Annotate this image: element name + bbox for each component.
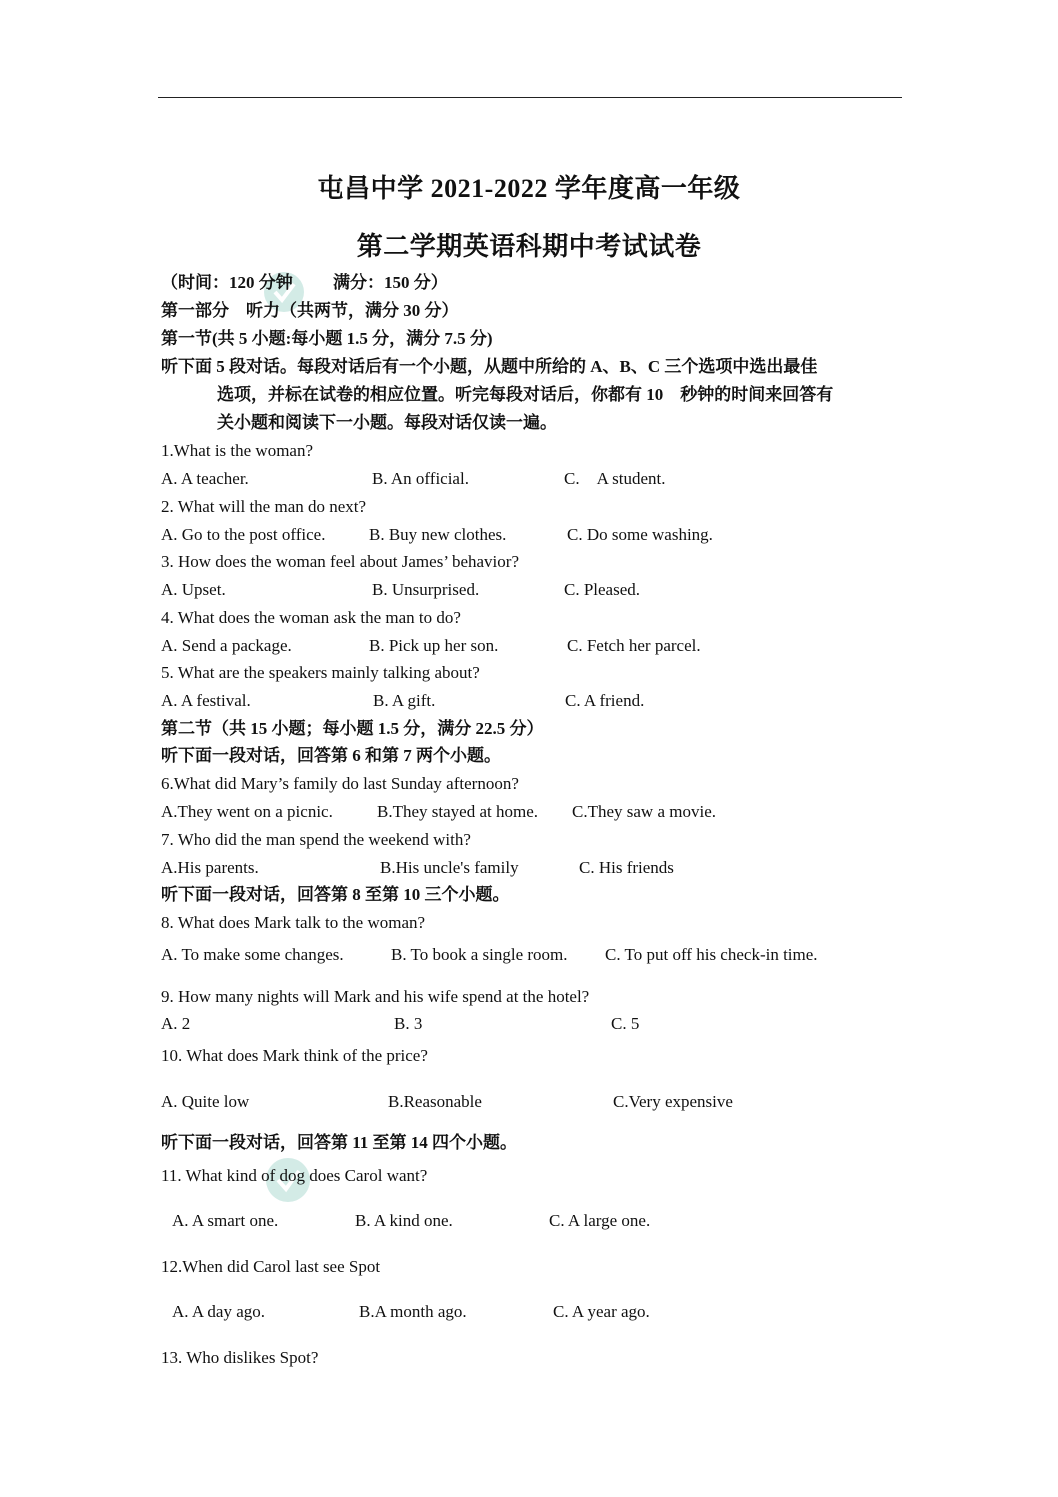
q5-option-a: A. A festival. — [161, 691, 251, 710]
q5-option-b: B. A gift. — [373, 691, 436, 710]
q11-option-a: A. A smart one. — [172, 1211, 279, 1230]
q9-option-c: C. 5 — [611, 1014, 640, 1033]
q3-option-c: C. Pleased. — [564, 580, 641, 599]
question-1: 1.What is the woman? — [161, 441, 314, 460]
q10-option-b: B.Reasonable — [388, 1092, 482, 1111]
q9-option-a: A. 2 — [161, 1014, 191, 1033]
instructions-line1: 听下面 5 段对话。每段对话后有一个小题，从题中所给的 A、B、C 三个选项中选出最佳 — [161, 357, 818, 376]
q2-option-b: B. Buy new clothes. — [369, 525, 507, 544]
instructions-line3: 关小题和阅读下一小题。每段对话仅读一遍。 — [217, 413, 557, 432]
dialog-6-7-instruction: 听下面一段对话，回答第 6 和第 7 两个小题。 — [161, 746, 501, 765]
q8-option-b: B. To book a single room. — [391, 945, 568, 964]
q10-option-c: C.Very expensive — [613, 1092, 733, 1111]
exam-title-line1: 屯昌中学 2021-2022 学年度高一年级 — [317, 174, 741, 203]
q4-option-a: A. Send a package. — [161, 636, 292, 655]
instructions-line2: 选项，并标在试卷的相应位置。听完每段对话后，你都有 10 秒钟的时间来回答有 — [217, 385, 834, 404]
dialog-8-10-instruction: 听下面一段对话，回答第 8 至第 10 三个小题。 — [161, 885, 510, 904]
q4-option-b: B. Pick up her son. — [369, 636, 499, 655]
exam-title-line2: 第二学期英语科期中考试试卷 — [356, 232, 702, 261]
question-2: 2. What will the man do next? — [161, 497, 367, 516]
header-rule — [158, 97, 902, 98]
q2-option-c: C. Do some washing. — [567, 525, 713, 544]
section2-heading: 第二节（共 15 小题；每小题 1.5 分，满分 22.5 分） — [161, 719, 544, 738]
q8-option-c: C. To put off his check-in time. — [605, 945, 818, 964]
q5-option-c: C. A friend. — [565, 691, 645, 710]
q6-option-a: A.They went on a picnic. — [161, 802, 333, 821]
part1-heading: 第一部分 听力（共两节，满分 30 分） — [161, 301, 459, 320]
q2-option-a: A. Go to the post office. — [161, 525, 326, 544]
q8-option-a: A. To make some changes. — [161, 945, 344, 964]
exam-score: 满分：150 分） — [333, 273, 448, 292]
dialog-11-14-instruction: 听下面一段对话，回答第 11 至第 14 四个小题。 — [161, 1133, 518, 1152]
q7-option-b: B.His uncle's family — [380, 858, 519, 877]
question-8: 8. What does Mark talk to the woman? — [161, 913, 426, 932]
question-6: 6.What did Mary’s family do last Sunday afternoon? — [161, 774, 519, 793]
q11-option-b: B. A kind one. — [355, 1211, 453, 1230]
q1-option-a: A. A teacher. — [161, 469, 249, 488]
q12-option-b: B.A month ago. — [359, 1302, 467, 1321]
question-9: 9. How many nights will Mark and his wife spend at the hotel? — [161, 987, 590, 1006]
exam-meta — [161, 272, 448, 294]
question-5: 5. What are the speakers mainly talking about? — [161, 663, 480, 682]
question-7: 7. Who did the man spend the weekend with? — [161, 830, 471, 849]
q10-option-a: A. Quite low — [161, 1092, 250, 1111]
q3-option-b: B. Unsurprised. — [372, 580, 480, 599]
q12-option-c: C. A year ago. — [553, 1302, 650, 1321]
question-11: 11. What kind of dog does Carol want? — [161, 1166, 428, 1185]
question-4: 4. What does the woman ask the man to do? — [161, 608, 461, 627]
question-13: 13. Who dislikes Spot? — [161, 1348, 319, 1367]
q4-option-c: C. Fetch her parcel. — [567, 636, 701, 655]
section1-heading: 第一节(共 5 小题:每小题 1.5 分，满分 7.5 分) — [161, 329, 493, 348]
q6-option-c: C.They saw a movie. — [572, 802, 716, 821]
q1-option-b: B. An official. — [372, 469, 469, 488]
question-10: 10. What does Mark think of the price? — [161, 1046, 428, 1065]
q7-option-a: A.His parents. — [161, 858, 259, 877]
q7-option-c: C. His friends — [579, 858, 674, 877]
q3-option-a: A. Upset. — [161, 580, 226, 599]
q12-option-a: A. A day ago. — [172, 1302, 266, 1321]
exam-time: （时间：120 分钟 — [161, 273, 293, 292]
question-3: 3. How does the woman feel about James’ behavior? — [161, 552, 519, 571]
q6-option-b: B.They stayed at home. — [377, 802, 538, 821]
q1-option-c: C. A student. — [564, 469, 666, 488]
q9-option-b: B. 3 — [394, 1014, 423, 1033]
question-12: 12.When did Carol last see Spot — [161, 1257, 381, 1276]
q11-option-c: C. A large one. — [549, 1211, 651, 1230]
